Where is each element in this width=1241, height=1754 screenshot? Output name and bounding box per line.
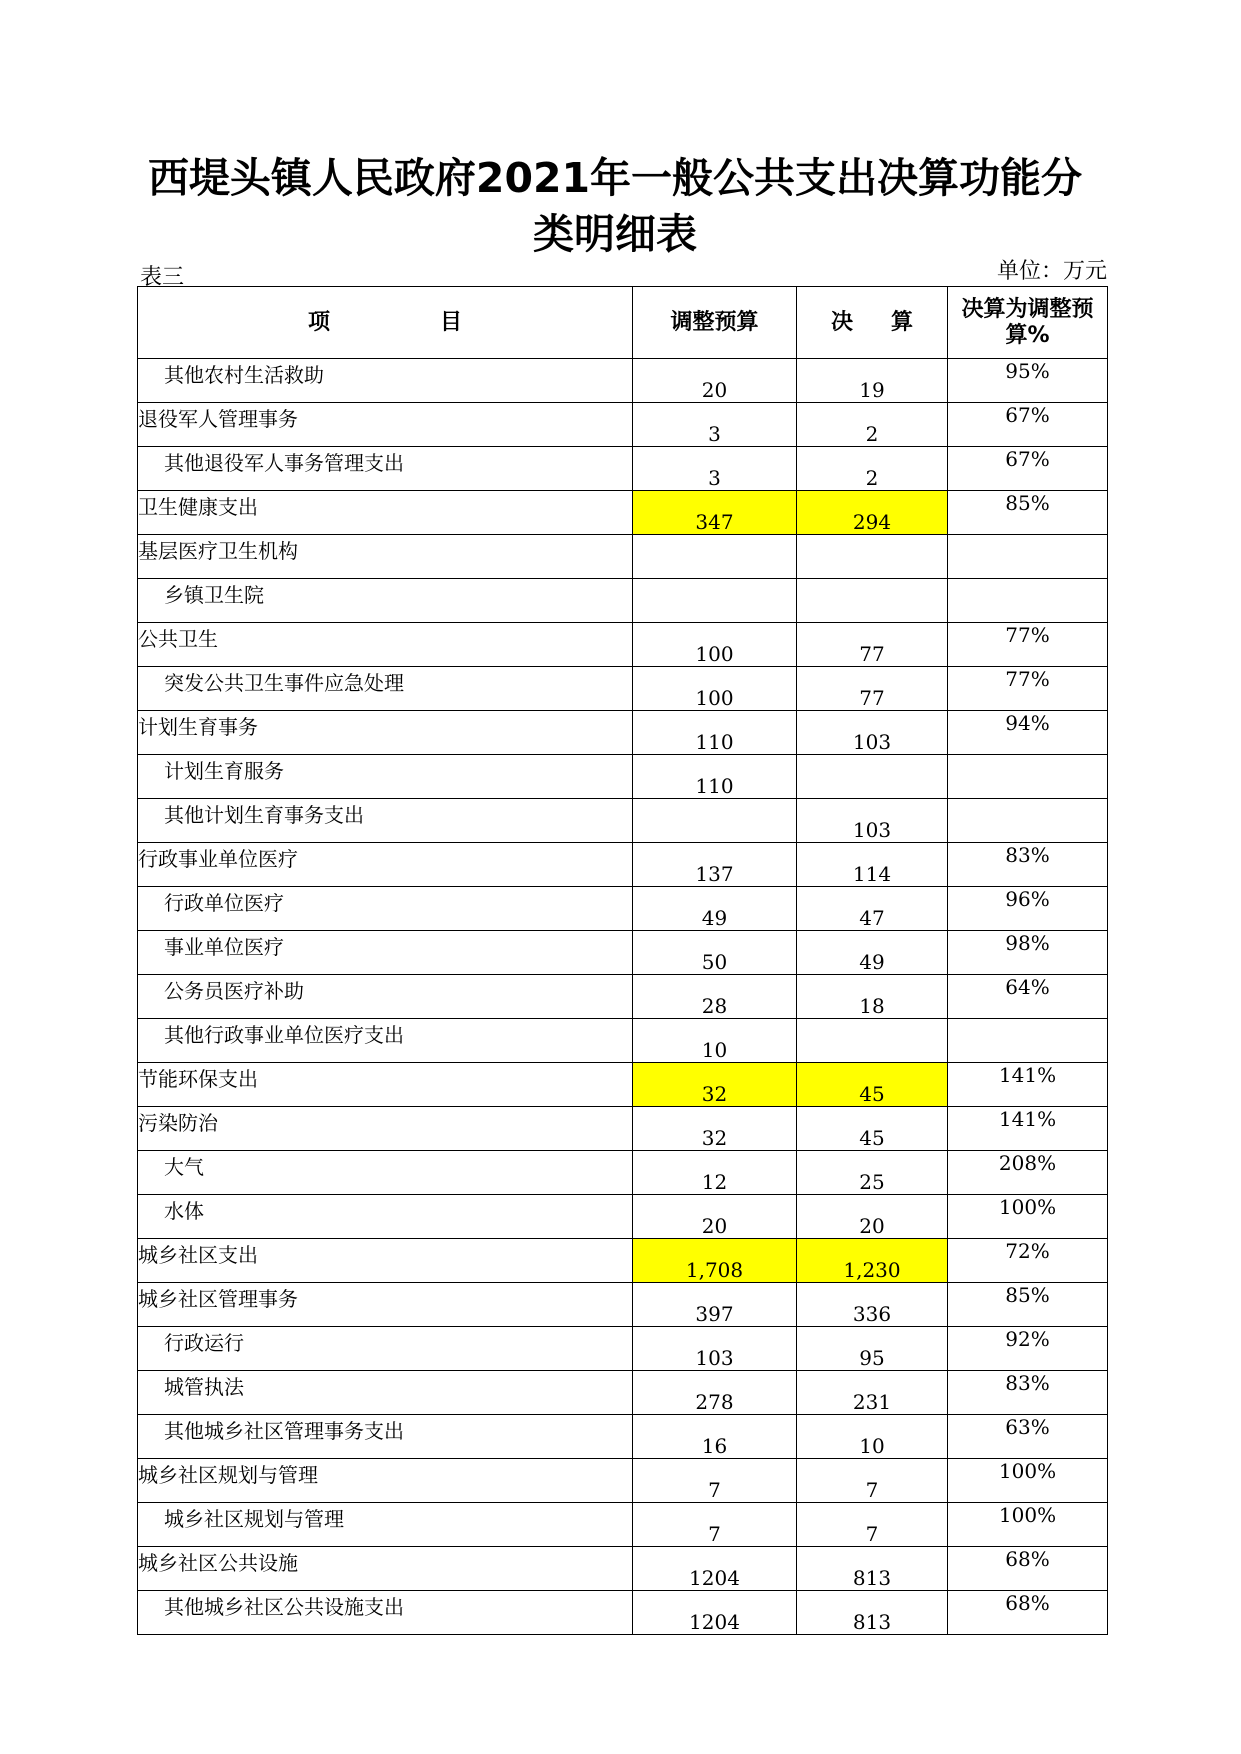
table-row [138,1239,1108,1283]
row-ratio-cell: 100% [948,1459,1108,1503]
row-actual-cell: 813 [797,1591,948,1635]
row-actual-cell: 47 [797,887,948,931]
row-ratio-cell [948,755,1108,799]
table-row [138,1459,1108,1503]
row-name-cell: 退役军人管理事务 [138,403,633,447]
row-name-cell: 计划生育事务 [138,711,633,755]
row-name-cell: 公共卫生 [138,623,633,667]
row-budget-cell: 32 [633,1063,797,1107]
row-ratio-cell: 68% [948,1591,1108,1635]
row-name-cell: 城乡社区公共设施 [138,1547,633,1591]
table-row [138,623,1108,667]
row-name-cell: 污染防治 [138,1107,633,1151]
row-ratio-cell: 96% [948,887,1108,931]
row-ratio-cell: 100% [948,1503,1108,1547]
row-name-cell: 水体 [138,1195,633,1239]
row-actual-cell: 77 [797,623,948,667]
row-ratio-cell [948,579,1108,623]
row-ratio-cell [948,535,1108,579]
row-ratio-cell: 85% [948,1283,1108,1327]
header-item [138,287,633,359]
table-row [138,447,1108,491]
row-budget-cell: 12 [633,1151,797,1195]
table-row [138,975,1108,1019]
row-budget-cell: 20 [633,1195,797,1239]
row-name-cell: 城乡社区管理事务 [138,1283,633,1327]
row-actual-cell: 45 [797,1063,948,1107]
row-ratio-cell: 67% [948,403,1108,447]
row-ratio-cell: 141% [948,1063,1108,1107]
table-row [138,755,1108,799]
row-budget-cell: 10 [633,1019,797,1063]
row-name-cell: 乡镇卫生院 [138,579,633,623]
row-actual-cell: 1,230 [797,1239,948,1283]
page-title [120,150,1110,262]
row-actual-cell: 2 [797,447,948,491]
row-budget-cell [633,535,797,579]
row-name-cell: 大气 [138,1151,633,1195]
row-budget-cell: 137 [633,843,797,887]
row-budget-cell: 110 [633,711,797,755]
header-ratio [948,287,1108,359]
table-row [138,931,1108,975]
title-line-2: 类明细表 [533,210,697,258]
row-budget-cell: 50 [633,931,797,975]
row-actual-cell [797,535,948,579]
row-ratio-cell: 72% [948,1239,1108,1283]
row-name-cell: 卫生健康支出 [138,491,633,535]
row-ratio-cell: 94% [948,711,1108,755]
row-budget-cell: 100 [633,667,797,711]
row-name-cell: 其他农村生活救助 [138,359,633,403]
row-budget-cell: 1,708 [633,1239,797,1283]
row-actual-cell: 18 [797,975,948,1019]
row-budget-cell: 3 [633,403,797,447]
table-row [138,1327,1108,1371]
row-actual-cell: 19 [797,359,948,403]
row-actual-cell: 10 [797,1415,948,1459]
table-row [138,1503,1108,1547]
row-actual-cell: 231 [797,1371,948,1415]
row-name-cell: 其他计划生育事务支出 [138,799,633,843]
row-budget-cell: 110 [633,755,797,799]
row-budget-cell: 100 [633,623,797,667]
header-actual-a: 决 [830,309,853,335]
row-actual-cell: 49 [797,931,948,975]
row-ratio-cell: 208% [948,1151,1108,1195]
row-ratio-cell: 68% [948,1547,1108,1591]
row-name-cell: 突发公共卫生事件应急处理 [138,667,633,711]
row-name-cell: 其他城乡社区管理事务支出 [138,1415,633,1459]
row-name-cell: 城乡社区规划与管理 [138,1503,633,1547]
row-budget-cell: 32 [633,1107,797,1151]
header-row [138,287,1108,359]
row-actual-cell: 45 [797,1107,948,1151]
table-row [138,491,1108,535]
table-row [138,1283,1108,1327]
row-budget-cell: 16 [633,1415,797,1459]
row-actual-cell: 813 [797,1547,948,1591]
table-number: 表三 [140,265,185,290]
row-actual-cell: 294 [797,491,948,535]
row-ratio-cell: 98% [948,931,1108,975]
row-name-cell: 公务员医疗补助 [138,975,633,1019]
table-row [138,359,1108,403]
table-row [138,843,1108,887]
row-name-cell: 事业单位医疗 [138,931,633,975]
row-budget-cell: 278 [633,1371,797,1415]
row-name-cell: 节能环保支出 [138,1063,633,1107]
row-name-cell: 行政单位医疗 [138,887,633,931]
row-actual-cell [797,579,948,623]
row-actual-cell: 7 [797,1459,948,1503]
row-actual-cell [797,1019,948,1063]
table-body [138,359,1108,1635]
row-actual-cell: 336 [797,1283,948,1327]
row-actual-cell: 2 [797,403,948,447]
header-ratio-line2: 算% [1005,322,1050,348]
row-budget-cell [633,579,797,623]
row-ratio-cell: 83% [948,843,1108,887]
row-budget-cell: 1204 [633,1591,797,1635]
row-name-cell: 基层医疗卫生机构 [138,535,633,579]
row-ratio-cell: 77% [948,623,1108,667]
table-row [138,535,1108,579]
row-budget-cell [633,799,797,843]
row-actual-cell: 103 [797,711,948,755]
table-row [138,1371,1108,1415]
title-line-1: 西堤头镇人民政府2021年一般公共支出决算功能分 [147,154,1083,202]
header-actual [797,287,948,359]
row-ratio-cell: 77% [948,667,1108,711]
row-name-cell: 计划生育服务 [138,755,633,799]
header-item-b: 目 [440,309,463,335]
table-row [138,1547,1108,1591]
row-budget-cell: 3 [633,447,797,491]
row-budget-cell: 1204 [633,1547,797,1591]
row-ratio-cell: 63% [948,1415,1108,1459]
row-ratio-cell: 95% [948,359,1108,403]
table-row [138,1591,1108,1635]
unit-label: 单位：万元 [996,259,1107,284]
row-name-cell: 行政运行 [138,1327,633,1371]
header-budget: 调整预算 [633,287,797,359]
table-row [138,1195,1108,1239]
table-row [138,799,1108,843]
header-actual-b: 算 [891,309,914,335]
table-row [138,711,1108,755]
row-ratio-cell: 100% [948,1195,1108,1239]
row-budget-cell: 49 [633,887,797,931]
row-ratio-cell: 64% [948,975,1108,1019]
row-budget-cell: 20 [633,359,797,403]
table-row [138,1019,1108,1063]
row-ratio-cell [948,799,1108,843]
row-budget-cell: 347 [633,491,797,535]
row-name-cell: 其他退役军人事务管理支出 [138,447,633,491]
row-name-cell: 其他城乡社区公共设施支出 [138,1591,633,1635]
table-row [138,579,1108,623]
table-row [138,1415,1108,1459]
row-ratio-cell: 83% [948,1371,1108,1415]
row-name-cell: 城乡社区规划与管理 [138,1459,633,1503]
row-actual-cell: 25 [797,1151,948,1195]
row-ratio-cell [948,1019,1108,1063]
header-item-a: 项 [307,309,330,335]
expenditure-table [137,286,1108,1635]
row-budget-cell: 103 [633,1327,797,1371]
row-budget-cell: 7 [633,1503,797,1547]
row-name-cell: 其他行政事业单位医疗支出 [138,1019,633,1063]
table-row [138,403,1108,447]
row-ratio-cell: 85% [948,491,1108,535]
row-budget-cell: 28 [633,975,797,1019]
row-actual-cell: 103 [797,799,948,843]
row-budget-cell: 397 [633,1283,797,1327]
table-row [138,1063,1108,1107]
row-ratio-cell: 92% [948,1327,1108,1371]
row-ratio-cell: 67% [948,447,1108,491]
row-name-cell: 城管执法 [138,1371,633,1415]
row-actual-cell: 114 [797,843,948,887]
row-actual-cell: 95 [797,1327,948,1371]
row-actual-cell: 7 [797,1503,948,1547]
row-name-cell: 行政事业单位医疗 [138,843,633,887]
table-row [138,667,1108,711]
table-row [138,1107,1108,1151]
row-name-cell: 城乡社区支出 [138,1239,633,1283]
table-row [138,1151,1108,1195]
table-row [138,887,1108,931]
row-budget-cell: 7 [633,1459,797,1503]
row-actual-cell [797,755,948,799]
row-actual-cell: 20 [797,1195,948,1239]
row-actual-cell: 77 [797,667,948,711]
header-ratio-line1: 决算为调整预 [961,296,1094,322]
row-ratio-cell: 141% [948,1107,1108,1151]
